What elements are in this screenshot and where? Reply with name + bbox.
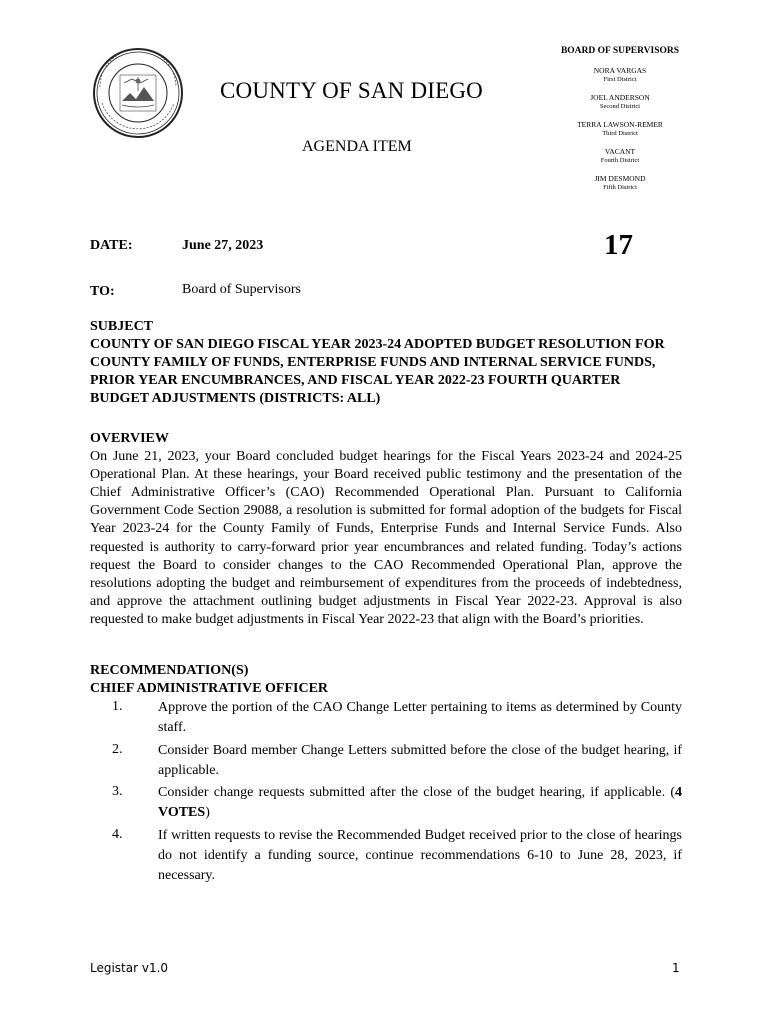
- member-name: JOEL ANDERSON: [590, 93, 650, 102]
- votes-required: 4 VOTES: [158, 785, 682, 820]
- recommendations-subheading: CHIEF ADMINISTRATIVE OFFICER: [90, 681, 329, 696]
- member-district: First District: [603, 76, 637, 83]
- board-member: [520, 66, 720, 84]
- list-item-text-main: Consider change requests submitted after the close of the budget hearing, if applicable. (: [158, 785, 675, 800]
- overview-text: On June 21, 2023, your Board concluded budget hearings for the Fiscal Years 2023-24 and 2024-25 Operational Plan. At these hearings, your Board received public testimony and the presentation of the Chief Administrative Officer’s (CAO) Recommended Operational Plan. Pursuant to California Government Code Section 29088, a resolution is submitted for formal adoption of the budgets for Fiscal Year 2023-24 for the County Family of Funds, Enterprise Funds and Internal Service Funds. Also requested is authority to carry-forward prior year encumbrances and related funding. Today’s actions request the Board to consider changes to the CAO Recommended Operational Plan, approve the resolutions adopting the budget and reimbursement of expenditures from the proceeds of indebtedness, and approve the attachment outlining budget adjustments in Fiscal Year 2022-23. Approval is also requested to make budget adjustments in Fiscal Year 2022-23 that align with the Board’s priorities.: [90, 449, 682, 627]
- board-member: [520, 174, 720, 192]
- recommendations-section: [90, 662, 682, 888]
- member-district: Fourth District: [600, 157, 640, 164]
- list-item-text: Approve the portion of the CAO Change Letter pertaining to items as determined by County staff.: [158, 700, 682, 735]
- overview-heading: OVERVIEW: [90, 431, 169, 446]
- board-member: [520, 93, 720, 111]
- subject-section: [90, 318, 682, 408]
- county-seal-logo: [92, 47, 184, 139]
- list-item: [90, 783, 682, 823]
- list-item: [90, 826, 682, 886]
- to-label: TO:: [90, 284, 115, 299]
- board-of-supervisors: [520, 46, 720, 201]
- list-item-text: If written requests to revise the Recommended Budget received prior to the close of hearings do not identify a funding source, continue recommendations 6-10 to June 28, 2023, if necessary.: [158, 827, 682, 883]
- date-label: DATE:: [90, 238, 133, 253]
- county-title: COUNTY OF SAN DIEGO: [220, 78, 483, 103]
- member-name: NORA VARGAS: [593, 66, 647, 75]
- list-item-text-after: ): [205, 805, 210, 820]
- member-district: Third District: [602, 130, 638, 137]
- footer-version: Legistar v1.0: [90, 961, 169, 975]
- member-name: TERRA LAWSON-REMER: [577, 120, 663, 129]
- member-name: VACANT: [604, 147, 636, 156]
- agenda-item-number: 17: [604, 229, 633, 261]
- list-item-text: Consider Board member Change Letters submitted before the close of the budget hearing, if applicable.: [158, 742, 682, 778]
- list-item-number: 3.: [112, 784, 123, 799]
- member-district: Second District: [599, 103, 641, 110]
- board-member: [520, 147, 720, 165]
- member-name: JIM DESMOND: [594, 174, 646, 183]
- list-item: [90, 741, 682, 781]
- subject-text: COUNTY OF SAN DIEGO FISCAL YEAR 2023-24 ADOPTED BUDGET RESOLUTION FOR COUNTY FAMILY OF FUNDS, ENTERPRISE FUNDS AND INTERNAL SERVICE FUNDS, PRIOR YEAR ENCUMBRANCES, AND FISCAL YEAR 2022-23 FOURTH QUARTER BUDGET ADJUSTMENTS (DISTRICTS: ALL): [90, 337, 665, 406]
- to-value: Board of Supervisors: [182, 282, 301, 297]
- list-item: [90, 698, 682, 738]
- recommendations-heading: RECOMMENDATION(S): [90, 663, 249, 678]
- page-number: 1: [672, 961, 680, 975]
- recommendations-list: [90, 698, 682, 886]
- list-item-text: [158, 783, 682, 823]
- agenda-item-label: AGENDA ITEM: [302, 138, 412, 155]
- date-value: June 27, 2023: [182, 238, 264, 253]
- member-district: Fifth District: [603, 184, 637, 191]
- board-heading: BOARD OF SUPERVISORS: [560, 46, 680, 56]
- list-item-number: 2.: [112, 741, 123, 757]
- board-member: [520, 120, 720, 138]
- subject-heading: SUBJECT: [90, 319, 154, 334]
- list-item-number: 1.: [112, 699, 123, 714]
- list-item-number: 4.: [112, 826, 123, 842]
- overview-section: [90, 430, 682, 629]
